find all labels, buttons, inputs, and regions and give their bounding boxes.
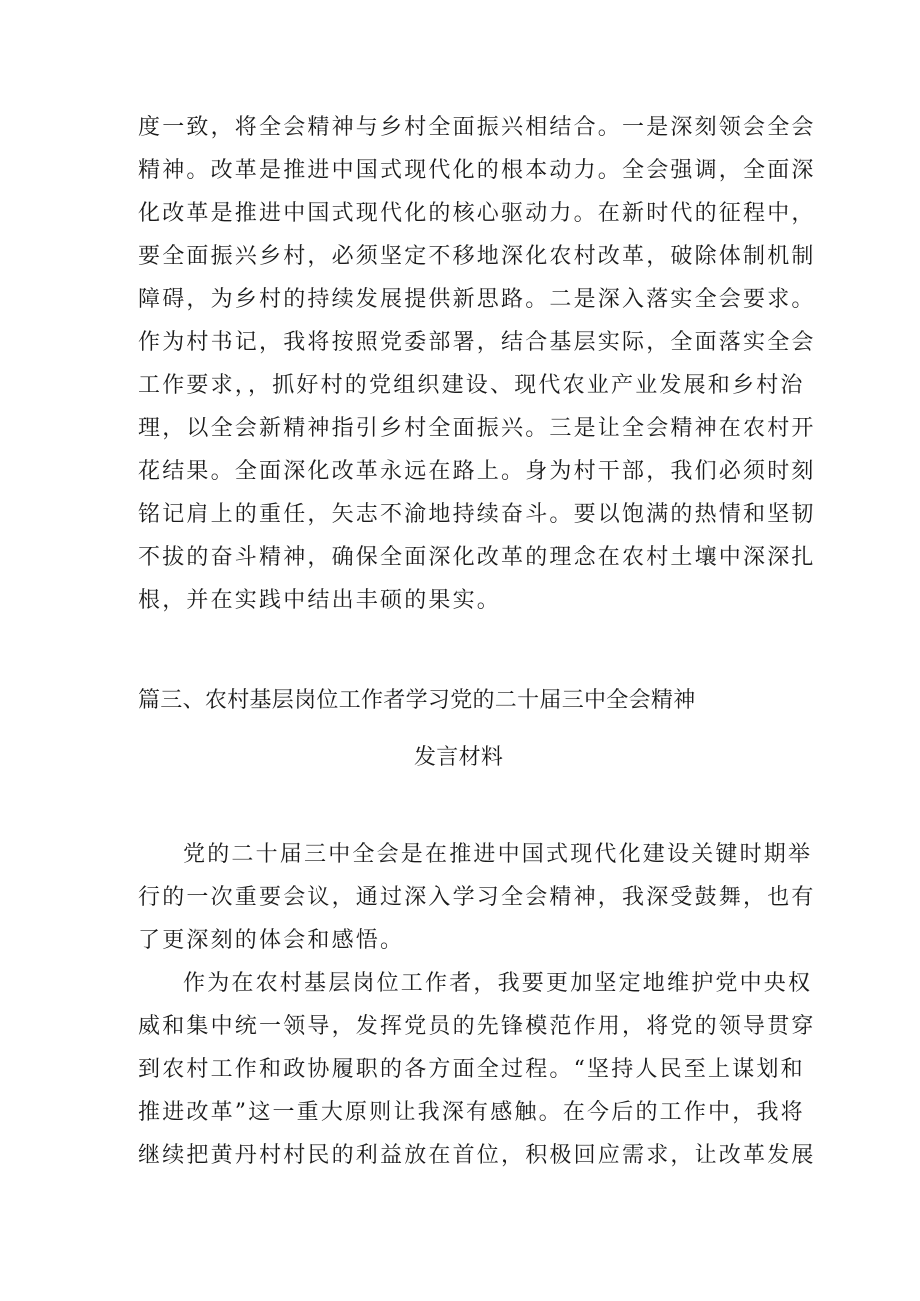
paragraph-line: 党的二十届三中全会是在推进中国式现代化建设关键时期举	[183, 842, 813, 867]
paragraph-line: 威和集中统一领导，发挥党员的先锋模范作用，将党的领导贯穿	[138, 1014, 816, 1039]
body-line: 花结果。全面深化改革永远在路上。身为村干部，我们必须时刻	[138, 459, 816, 484]
paragraph-line: 了更深刻的体会和感悟。	[138, 928, 405, 953]
body-line: 精神。改革是推进中国式现代化的根本动力。全会强调，全面深	[138, 158, 816, 183]
paragraph-line: 作为在农村基层岗位工作者，我要更加坚定地维护党中央权	[183, 971, 813, 996]
body-line: 化改革是推进中国式现代化的核心驱动力。在新时代的征程中，	[138, 201, 816, 226]
body-line: 根，并在实践中结出丰硕的果实。	[138, 588, 502, 613]
body-line: 铭记肩上的重任，矢志不渝地持续奋斗。要以饱满的热情和坚韧	[138, 502, 816, 527]
body-line: 理，以全会新精神指引乡村全面振兴。三是让全会精神在农村开	[138, 416, 816, 441]
paragraph-line: 行的一次重要会议，通过深入学习全会精神，我深受鼓舞，也有	[138, 885, 816, 910]
paragraph-line: 推进改革”这一重大原则让我深有感触。在今后的工作中，我将	[138, 1100, 805, 1125]
body-line: 障碍，为乡村的持续发展提供新思路。二是深入落实全会要求。	[138, 287, 816, 312]
body-line: 度一致，将全会精神与乡村全面振兴相结合。一是深刻领会全会	[138, 115, 816, 140]
section-title: 篇三、农村基层岗位工作者学习党的二十届三中全会精神	[138, 688, 696, 713]
body-line: 作为村书记，我将按照党委部署，结合基层实际，全面落实全会	[138, 330, 816, 355]
paragraph-line: 到农村工作和政协履职的各方面全过程。“坚持人民至上谋划和	[138, 1057, 805, 1082]
section-subtitle: 发言材料	[414, 745, 504, 770]
body-line: 不拔的奋斗精神，确保全面深化改革的理念在农村土壤中深深扎	[138, 545, 816, 570]
body-line: 工作要求，，抓好村的党组织建设、现代农业产业发展和乡村治	[138, 373, 805, 398]
paragraph-line: 继续把黄丹村村民的利益放在首位，积极回应需求，让改革发展	[138, 1143, 816, 1168]
body-line: 要全面振兴乡村，必须坚定不移地深化农村改革，破除体制机制	[138, 244, 816, 269]
